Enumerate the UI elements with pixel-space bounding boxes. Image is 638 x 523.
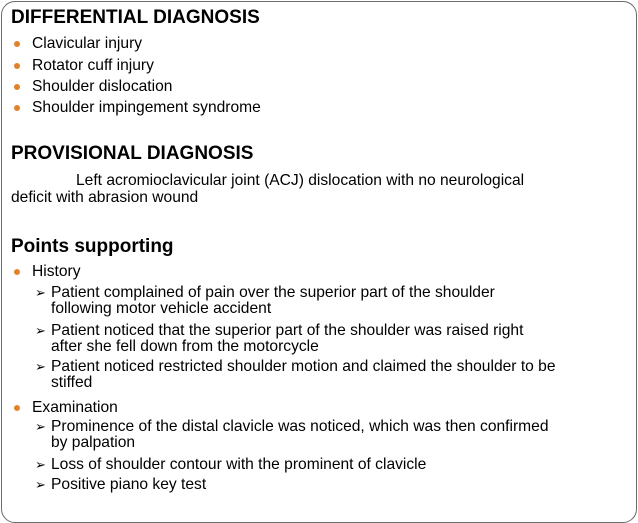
- arrow-bullet-icon: ➢: [35, 477, 46, 492]
- examination-item-3-line1: Positive piano key test: [51, 476, 207, 493]
- differential-item-1: Clavicular injury: [32, 35, 143, 52]
- examination-item-1-line1: Prominence of the distal clavicle was noticed, which was then confirmed: [51, 418, 549, 435]
- examination-item-2-line1: Loss of shoulder contour with the prominent of clavicle: [51, 456, 427, 473]
- history-item-3-line2: stiffed: [51, 374, 93, 391]
- history-item-2-line2: after she fell down from the motorcycle: [51, 338, 319, 355]
- differential-item-2: Rotator cuff injury: [32, 57, 154, 74]
- points-heading: Points supporting: [11, 236, 174, 257]
- slide: [1, 1, 637, 523]
- history-item-2-line1: Patient noticed that the superior part of the shoulder was raised right: [51, 322, 524, 339]
- examination-item-1-line2: by palpation: [51, 434, 136, 451]
- arrow-bullet-icon: ➢: [35, 457, 46, 472]
- differential-item-4: Shoulder impingement syndrome: [32, 99, 261, 116]
- history-label: History: [32, 263, 81, 280]
- bullet-icon: [14, 105, 20, 111]
- differential-item-3: Shoulder dislocation: [32, 78, 173, 95]
- bullet-icon: [14, 41, 20, 47]
- arrow-bullet-icon: ➢: [35, 419, 46, 434]
- provisional-text-line2: deficit with abrasion wound: [11, 189, 199, 206]
- bullet-icon: [14, 84, 20, 90]
- arrow-bullet-icon: ➢: [35, 285, 46, 300]
- provisional-heading: PROVISIONAL DIAGNOSIS: [11, 143, 254, 164]
- bullet-icon: [14, 269, 20, 275]
- bullet-icon: [14, 405, 20, 411]
- examination-label: Examination: [32, 399, 118, 416]
- history-item-1-line1: Patient complained of pain over the superior part of the shoulder: [51, 284, 495, 301]
- history-item-1-line2: following motor vehicle accident: [51, 300, 272, 317]
- arrow-bullet-icon: ➢: [35, 323, 46, 338]
- provisional-text-line1: Left acromioclavicular joint (ACJ) dislocation with no neurological: [76, 172, 525, 189]
- bullet-icon: [14, 63, 20, 69]
- arrow-bullet-icon: ➢: [35, 359, 46, 374]
- history-item-3-line1: Patient noticed restricted shoulder motion and claimed the shoulder to be: [51, 358, 556, 375]
- differential-heading: DIFFERENTIAL DIAGNOSIS: [11, 7, 260, 28]
